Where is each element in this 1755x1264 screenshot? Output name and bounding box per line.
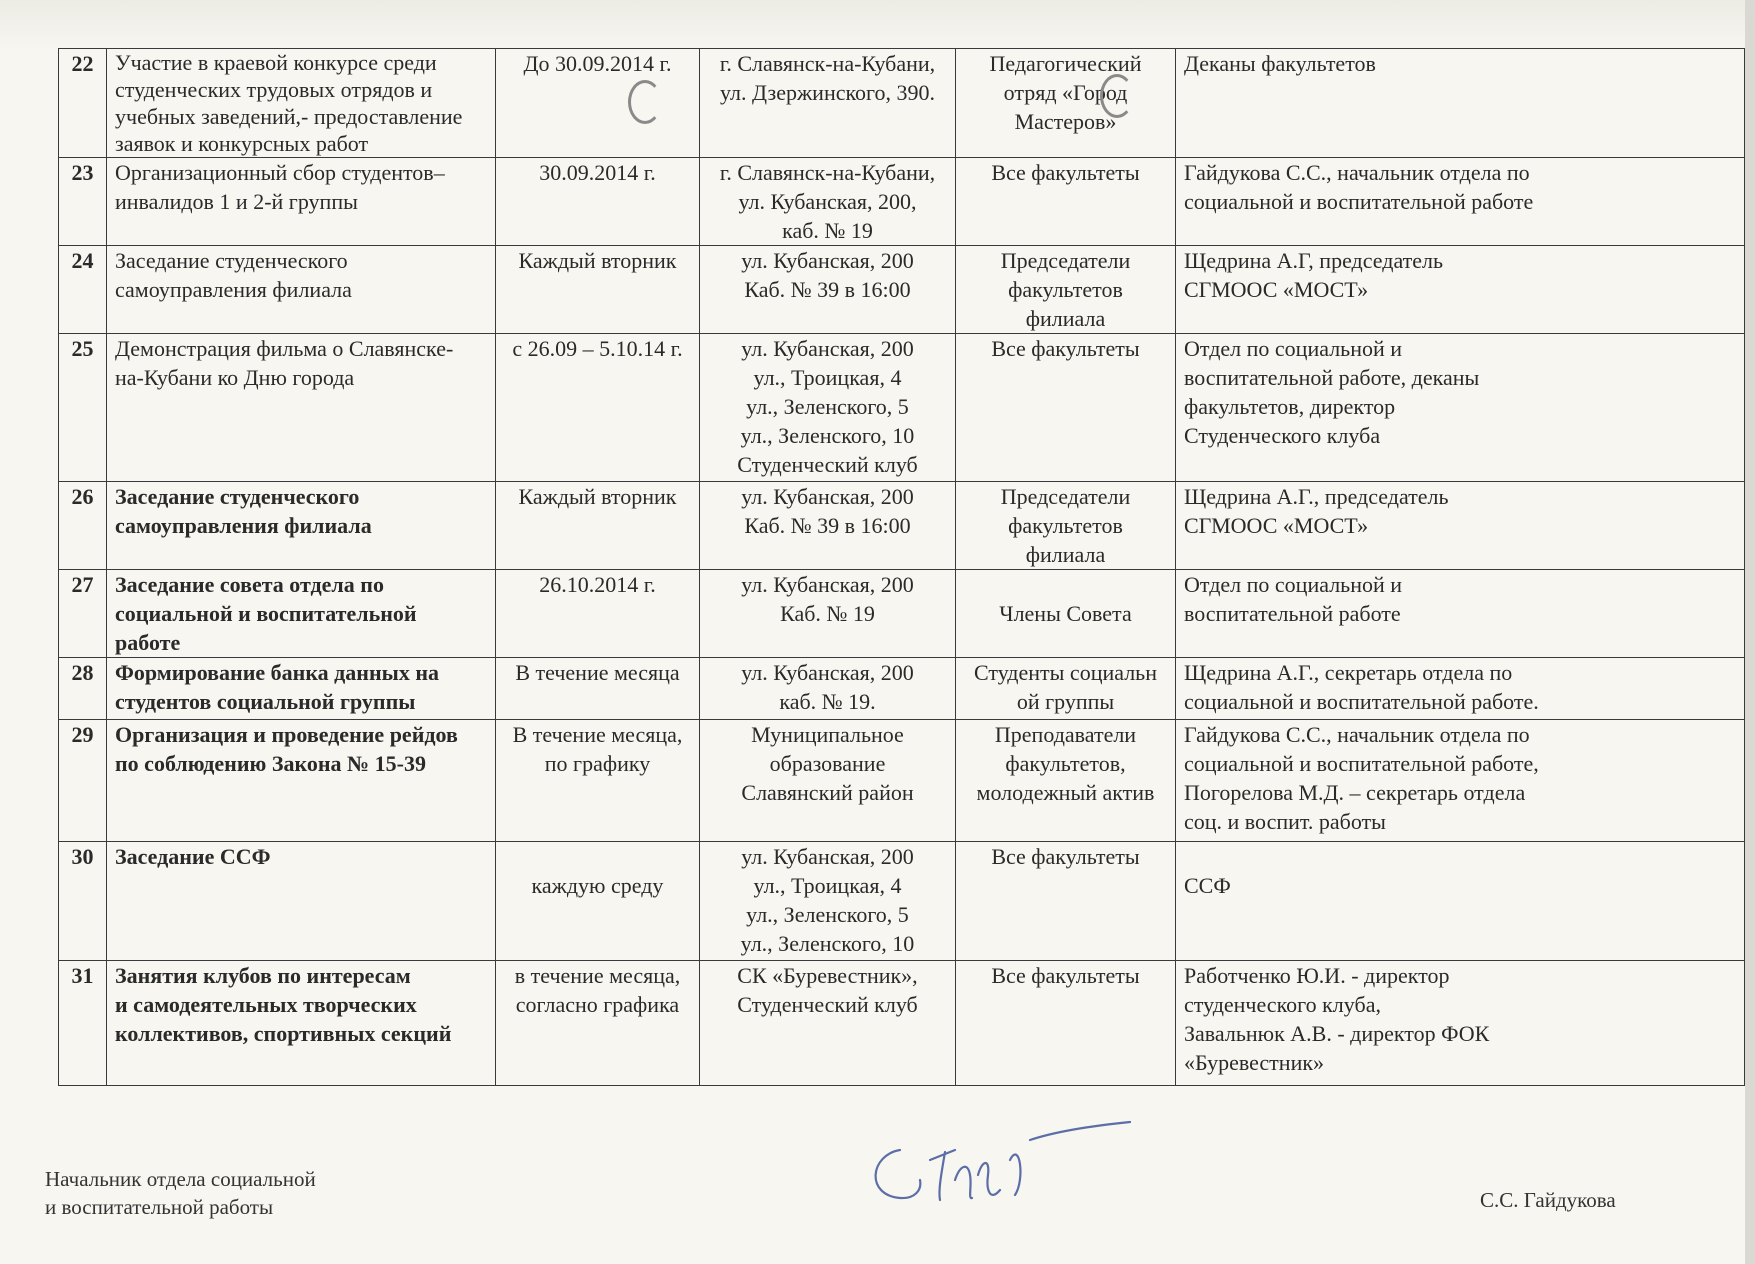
responsible-cell: Отдел по социальной и воспитательной работе, деканы факультетов, директор Студенческого клуба xyxy=(1176,334,1745,482)
row-number: 23 xyxy=(59,158,107,246)
date-cell: 30.09.2014 г. xyxy=(496,158,700,246)
participants-cell: Студенты социальн ой группы xyxy=(956,658,1176,720)
responsible-cell: ССФ xyxy=(1176,842,1745,961)
place-cell: Муниципальное образование Славянский район xyxy=(700,720,956,842)
event-cell: Занятия клубов по интересам и самодеятельных творческих коллективов, спортивных секций xyxy=(107,961,496,1086)
participants-cell: Все факультеты xyxy=(956,158,1176,246)
signatory-name: С.С. Гайдукова xyxy=(1480,1188,1616,1212)
date-cell: Каждый вторник xyxy=(496,246,700,334)
responsible-cell: Щедрина А.Г., председатель СГМООС «МОСТ» xyxy=(1176,482,1745,570)
date-cell: каждую среду xyxy=(496,842,700,961)
table-row xyxy=(59,158,1745,246)
punch-mark xyxy=(1100,74,1134,118)
date-cell: в течение месяца, согласно графика xyxy=(496,961,700,1086)
table-row xyxy=(59,961,1745,1086)
date-cell: В течение месяца, по графику xyxy=(496,720,700,842)
participants-cell: Председатели факультетов филиала xyxy=(956,482,1176,570)
row-number: 25 xyxy=(59,334,107,482)
place-cell: ул. Кубанская, 200 каб. № 19. xyxy=(700,658,956,720)
table-row xyxy=(59,246,1745,334)
responsible-cell: Работченко Ю.И. - директор студенческого клуба, Завальнюк А.В. - директор ФОК «Буревестник» xyxy=(1176,961,1745,1086)
date-cell: Каждый вторник xyxy=(496,482,700,570)
row-number: 26 xyxy=(59,482,107,570)
event-cell: Заседание совета отдела по социальной и воспитательной работе xyxy=(107,570,496,658)
place-cell: ул. Кубанская, 200 Каб. № 19 xyxy=(700,570,956,658)
place-cell: ул. Кубанская, 200 ул., Троицкая, 4 ул., Зеленского, 5 ул., Зеленского, 10 xyxy=(700,842,956,961)
event-cell: Демонстрация фильма о Славянске- на-Кубани ко Дню города xyxy=(107,334,496,482)
table-row xyxy=(59,842,1745,961)
event-cell: Заседание студенческого самоуправления филиала xyxy=(107,482,496,570)
participants-cell: Преподаватели факультетов, молодежный актив xyxy=(956,720,1176,842)
row-number: 22 xyxy=(59,49,107,158)
event-cell: Заседание студенческого самоуправления филиала xyxy=(107,246,496,334)
date-cell: В течение месяца xyxy=(496,658,700,720)
participants-cell: Председатели факультетов филиала xyxy=(956,246,1176,334)
participants-cell: Педагогический отряд «Город Мастеров» xyxy=(956,49,1176,158)
signature-stroke xyxy=(876,1122,1130,1200)
events-table-body xyxy=(59,49,1745,1086)
responsible-cell: Деканы факультетов xyxy=(1176,49,1745,158)
row-number: 24 xyxy=(59,246,107,334)
table-row xyxy=(59,720,1745,842)
participants-cell: Все факультеты xyxy=(956,334,1176,482)
place-cell: ул. Кубанская, 200 ул., Троицкая, 4 ул., Зеленского, 5 ул., Зеленского, 10 Студенческий клуб xyxy=(700,334,956,482)
scan-top-edge xyxy=(0,0,1755,50)
event-cell: Организация и проведение рейдов по соблюдению Закона № 15-39 xyxy=(107,720,496,842)
place-cell: ул. Кубанская, 200 Каб. № 39 в 16:00 xyxy=(700,246,956,334)
row-number: 30 xyxy=(59,842,107,961)
responsible-cell: Отдел по социальной и воспитательной работе xyxy=(1176,570,1745,658)
event-cell: Формирование банка данных на студентов социальной группы xyxy=(107,658,496,720)
event-cell: Заседание ССФ xyxy=(107,842,496,961)
place-cell: СК «Буревестник», Студенческий клуб xyxy=(700,961,956,1086)
table-row xyxy=(59,334,1745,482)
signature xyxy=(860,1120,1140,1210)
place-cell: ул. Кубанская, 200 Каб. № 39 в 16:00 xyxy=(700,482,956,570)
place-cell: г. Славянск-на-Кубани, ул. Дзержинского, 390. xyxy=(700,49,956,158)
participants-cell: Все факультеты xyxy=(956,842,1176,961)
participants-cell: Все факультеты xyxy=(956,961,1176,1086)
row-number: 27 xyxy=(59,570,107,658)
table-row xyxy=(59,658,1745,720)
row-number: 29 xyxy=(59,720,107,842)
responsible-cell: Гайдукова С.С., начальник отдела по социальной и воспитательной работе, Погорелова М.Д. – секретарь отдела соц. и воспит. работы xyxy=(1176,720,1745,842)
signatory-position: Начальник отдела социальной и воспитательной работы xyxy=(45,1167,316,1219)
date-cell: с 26.09 – 5.10.14 г. xyxy=(496,334,700,482)
responsible-cell: Щедрина А.Г, председатель СГМООС «МОСТ» xyxy=(1176,246,1745,334)
events-table xyxy=(58,48,1745,1086)
date-cell: 26.10.2014 г. xyxy=(496,570,700,658)
event-cell: Организационный сбор студентов– инвалидов 1 и 2-й группы xyxy=(107,158,496,246)
table-row xyxy=(59,49,1745,158)
event-cell: Участие в краевой конкурсе среди студенческих трудовых отрядов и учебных заведений,- предоставление заявок и конкурсных работ xyxy=(107,49,496,158)
scan-right-edge xyxy=(1745,0,1755,1264)
responsible-cell: Щедрина А.Г., секретарь отдела по социальной и воспитательной работе. xyxy=(1176,658,1745,720)
table-row xyxy=(59,482,1745,570)
table-row xyxy=(59,570,1745,658)
participants-cell: Члены Совета xyxy=(956,570,1176,658)
row-number: 28 xyxy=(59,658,107,720)
place-cell: г. Славянск-на-Кубани, ул. Кубанская, 200, каб. № 19 xyxy=(700,158,956,246)
responsible-cell: Гайдукова С.С., начальник отдела по социальной и воспитательной работе xyxy=(1176,158,1745,246)
punch-mark xyxy=(628,80,662,124)
row-number: 31 xyxy=(59,961,107,1086)
date-cell: До 30.09.2014 г. xyxy=(496,49,700,158)
